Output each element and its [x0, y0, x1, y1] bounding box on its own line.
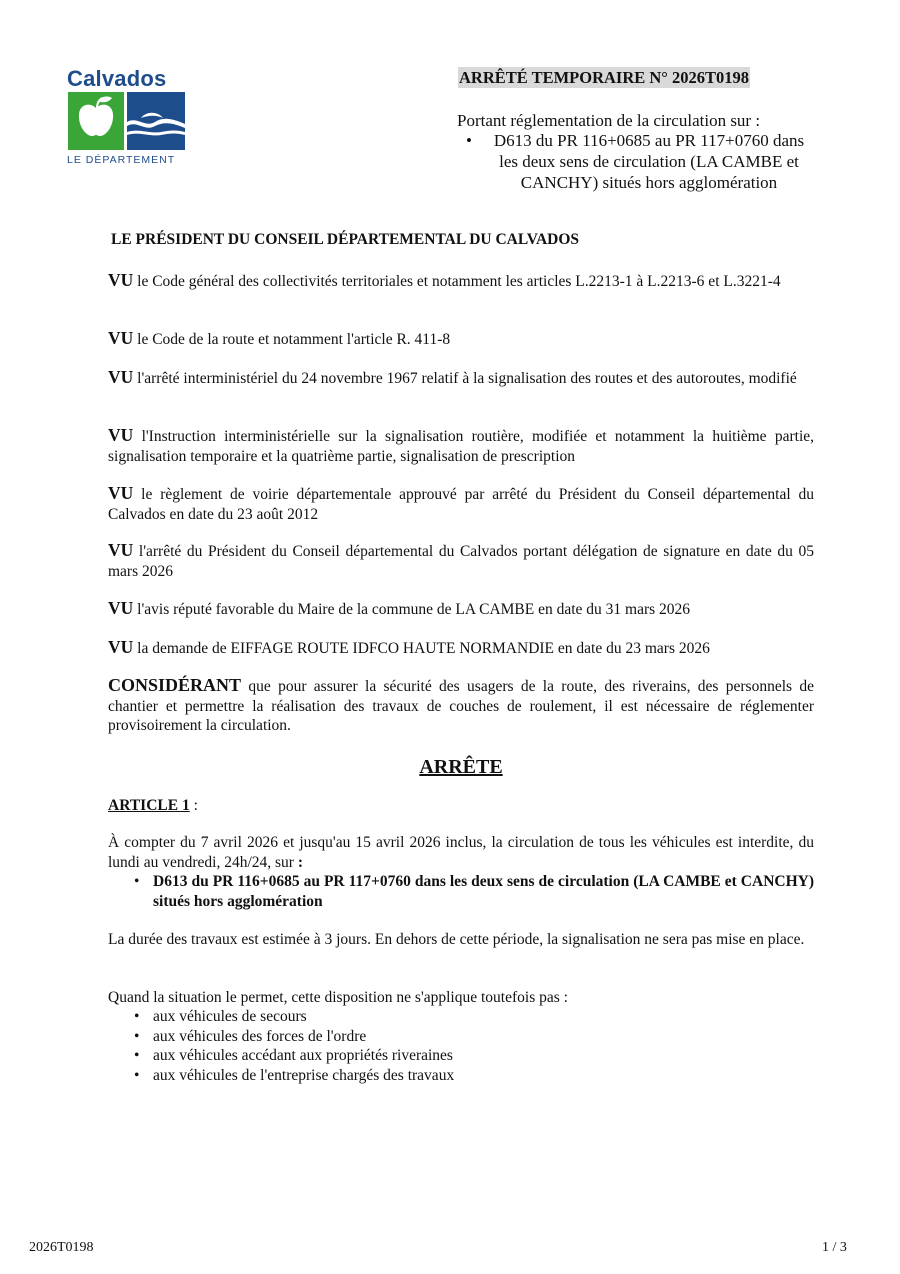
exceptions-list — [108, 1007, 814, 1085]
vu-text: la demande de EIFFAGE ROUTE IDFCO HAUTE NORMANDIE en date du 23 mars 2026 — [137, 640, 710, 657]
vu-label: VU — [108, 425, 134, 445]
apple-icon — [68, 92, 124, 150]
duration-paragraph: La durée des travaux est estimée à 3 jours. En dehors de cette période, la signalisation ne sera pas mise en place. — [108, 931, 805, 948]
vu-label: VU — [108, 637, 134, 657]
list-item: • aux véhicules des forces de l'ordre — [108, 1027, 814, 1047]
list-item: • aux véhicules accédant aux propriétés riveraines — [108, 1046, 814, 1066]
footer-reference: 2026T0198 — [29, 1240, 94, 1255]
vu-label: VU — [108, 483, 134, 503]
vu-text: le Code de la route et notamment l'article R. 411-8 — [137, 331, 451, 348]
bullet: • — [466, 131, 472, 150]
arrete-title: ARRÊTÉ TEMPORAIRE N° 2026T0198 — [459, 68, 750, 87]
vu-label: VU — [108, 270, 134, 290]
vu-label: VU — [108, 598, 134, 618]
article-1-road-list — [108, 872, 814, 911]
vu-text: l'arrêté du Président du Conseil départemental du Calvados portant délégation de signature en date du 05 mars 2026 — [108, 543, 814, 580]
considerant-paragraph — [108, 676, 814, 736]
header-road-item — [466, 130, 806, 193]
waves-icon — [127, 92, 185, 150]
vu-paragraph — [108, 426, 814, 466]
vu-paragraph — [108, 541, 814, 581]
exceptions-intro: Quand la situation le permet, cette disposition ne s'applique toutefois pas : — [108, 989, 568, 1006]
vu-label: VU — [108, 367, 134, 387]
vu-paragraph — [108, 599, 814, 620]
road-list — [108, 872, 814, 911]
article-1-intro-text: À compter du 7 avril 2026 et jusqu'au 15 avril 2026 inclus, la circulation de tous les véhicules est interdite, du lundi au vendredi, 24h/24, sur — [108, 834, 814, 871]
header-road-text: D613 du PR 116+0685 au PR 117+0760 dans les deux sens de circulation (LA CAMBE et CANCHY) situés hors agglomération — [493, 131, 805, 192]
calvados-logo — [67, 68, 187, 168]
article-1-intro-colon: : — [293, 853, 304, 871]
vu-paragraph — [108, 271, 814, 292]
logo-wordmark: Calvados — [67, 66, 167, 91]
article-1-intro — [108, 833, 814, 872]
vu-label: VU — [108, 540, 134, 560]
vu-paragraph — [108, 329, 814, 350]
considerant-label: CONSIDÉRANT — [108, 675, 242, 695]
vu-label: VU — [108, 328, 134, 348]
list-item: • aux véhicules de l'entreprise chargés des travaux — [108, 1066, 814, 1086]
vu-text: l'avis réputé favorable du Maire de la commune de LA CAMBE en date du 31 mars 2026 — [137, 601, 691, 618]
article-1-heading — [108, 796, 198, 816]
article-1-road-text: D613 du PR 116+0685 au PR 117+0760 dans les deux sens de circulation (LA CAMBE et CANCHY) situés hors agglomération — [153, 873, 814, 910]
list-item — [108, 872, 814, 911]
list-item: • aux véhicules de secours — [108, 1007, 814, 1027]
article-1-label: ARTICLE 1 — [108, 797, 190, 814]
vu-text: le Code général des collectivités territoriales et notamment les articles L.2213-1 à L.2213-6 et L.3221-4 — [137, 273, 781, 290]
portant-line: Portant réglementation de la circulation sur : — [457, 111, 761, 130]
vu-text: le règlement de voirie départementale approuvé par arrêté du Président du Conseil départemental du Calvados en date du 23 août 2012 — [108, 486, 815, 523]
considerant-text: que pour assurer la sécurité des usagers de la route, des riverains, des personnels de chantier et permettre la réalisation des travaux de couches de roulement, il est nécessaire de réglementer provisoirement la circulation. — [108, 678, 814, 734]
exceptions-list-wrap — [108, 1007, 814, 1085]
logo-subtitle: LE DÉPARTEMENT — [67, 154, 176, 166]
footer-page-number: 1 / 3 — [822, 1240, 847, 1255]
vu-paragraph — [108, 368, 814, 389]
vu-paragraph — [108, 484, 814, 524]
vu-text: l'arrêté interministériel du 24 novembre 1967 relatif à la signalisation des routes et des autoroutes, modifié — [137, 370, 797, 387]
article-1-suffix: : — [189, 797, 198, 814]
president-heading: LE PRÉSIDENT DU CONSEIL DÉPARTEMENTAL DU CALVADOS — [111, 231, 580, 248]
arrete-heading: ARRÊTE — [419, 756, 503, 778]
arrete-title-box — [458, 67, 750, 88]
vu-paragraph — [108, 638, 814, 659]
vu-text: l'Instruction interministérielle sur la signalisation routière, modifiée et notamment la huitième partie, signalisation temporaire et la quatrième partie, signalisation de prescription — [108, 428, 815, 465]
